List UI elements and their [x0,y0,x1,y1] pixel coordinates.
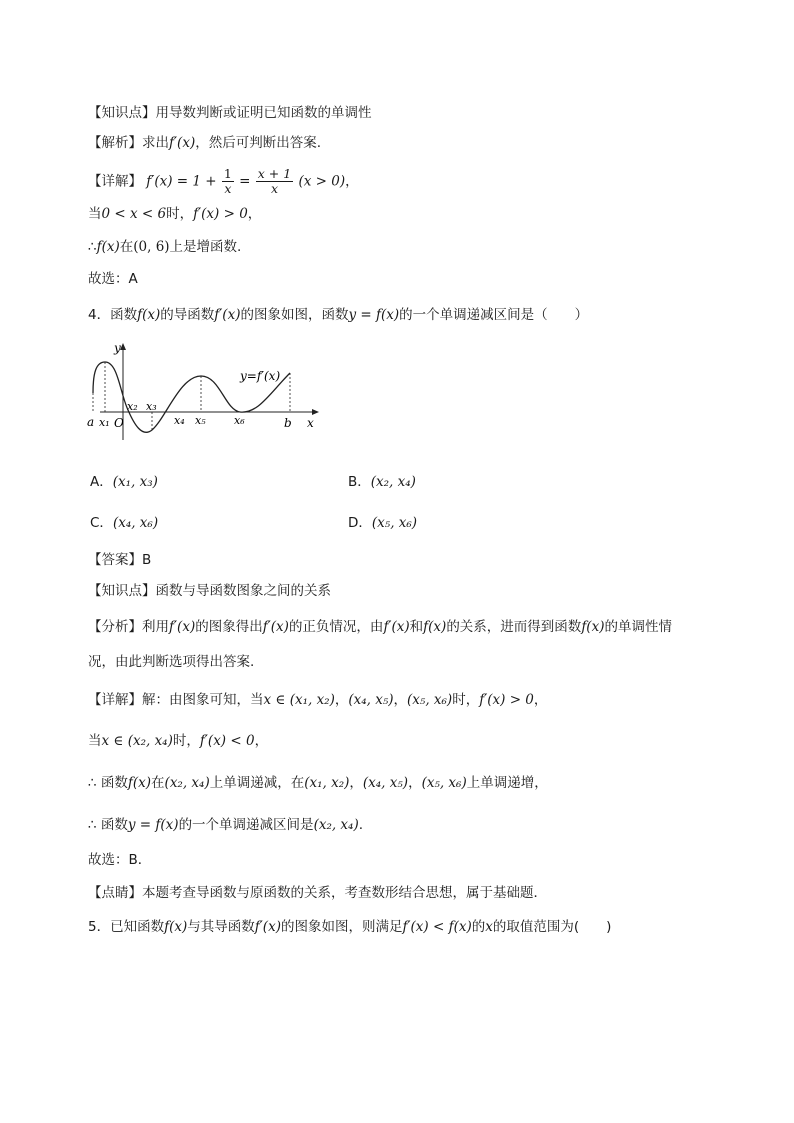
detail-tag: 【详解】 [88,173,142,190]
option-label: D． [348,515,372,531]
text: ，然后可判断出答案. [195,135,322,151]
label-x4: x₄ [174,414,185,427]
comment-tag: 【点睛】 [88,885,142,901]
knowledge-text: 用导数判断或证明已知函数的单调性 [155,105,372,121]
q4-detail-line [88,690,547,710]
math: f(x) [127,775,152,791]
text: ， [393,692,408,708]
math: f′(x) < f(x) [402,919,472,935]
text: 的一个单调递减区间是 [178,817,314,833]
text: 时， [452,692,480,708]
math: (x₁, x₂) [304,775,350,791]
q5-question [88,917,611,937]
text: 函数与导函数图象之间的关系 [155,583,331,599]
text: 的正负情况，由 [288,619,384,635]
q4-therefore-line-2 [88,815,363,835]
math: 0 < x < 6 [101,206,167,222]
text: 在 [151,775,165,791]
fraction-2 [256,167,293,196]
text: ∴ 函数 [88,775,128,791]
text: ， [334,692,349,708]
text: 的一个单调递减区间是（ ） [399,307,589,323]
math: x [485,919,493,935]
knowledge-tag: 【知识点】 [88,583,156,599]
text: 已知函数 [110,919,165,935]
fraction-1 [222,167,234,196]
math: (x₅, x₆) [407,692,453,708]
text: ∴ 函数 [88,817,128,833]
text: 函数 [110,307,138,323]
q4-answer-line [88,550,151,570]
label-x6: x₆ [234,414,245,427]
text: 解：由图象可知，当 [142,692,264,708]
math: f′(x) < 0 [199,733,255,749]
text: 当 [88,206,102,222]
therefore-symbol: ∴ [88,239,97,255]
q4-when-line [88,731,268,751]
q4-analysis-line-2: 况，由此判断选项得出答案. [88,654,255,670]
text: 本题考查导函数与原函数的关系，考查数形结合思想，属于基础题． [142,885,547,901]
math: y = f(x) [348,307,400,323]
math: x ∈ (x₂, x₄) [101,733,173,749]
text: ， [254,733,269,749]
analysis-tag: 【解析】 [88,135,142,151]
text: 的 [471,919,486,935]
option-b[interactable] [348,472,416,492]
q4-question [88,305,588,325]
text: ， [345,173,359,190]
text: 上单调递减，在 [209,775,305,791]
math: f′(x) [254,919,281,935]
label-x1: x₁ [99,416,110,429]
text: 的关系，进而得到函数 [446,619,582,635]
text: ， [533,692,548,708]
math: f′(x) = 1 + [146,173,217,190]
math: f(x) [423,619,447,635]
math: f(x) [96,239,120,255]
q3-detail-line [88,167,359,196]
label-x3: x₃ [146,400,157,413]
label-a: a [87,415,95,429]
q3-therefore-line [88,237,241,257]
math: (x₅, x₆) [421,775,467,791]
math: f′(x) [169,619,196,635]
math: f′(x) [262,619,289,635]
option-label: B． [348,474,371,490]
text: 求出 [142,135,169,151]
text: 时， [172,733,200,749]
option-a[interactable] [90,472,158,492]
math: (x₄, x₅) [348,692,394,708]
math: f′(x) > 0 [193,206,248,222]
text: 的图象得出 [195,619,263,635]
equals-sign: = [239,173,251,190]
label-b: b [284,416,292,430]
option-d[interactable] [348,513,417,533]
text: . [358,817,364,833]
option-value: (x₁, x₃) [112,474,158,490]
label-x2: x₂ [127,400,138,413]
q3-choice-line: 故选：A [88,271,138,287]
option-c[interactable] [90,513,158,533]
question-number: 4． [88,307,111,323]
math: (0, 6) [133,239,170,255]
math: (x₂, x₄) [164,775,210,791]
text: 的单调性情 [604,619,672,635]
math: f(x) [137,307,161,323]
q4-analysis-line-1 [88,617,672,637]
label-x: x [307,416,314,430]
fraction-numerator: 1 [223,166,232,181]
math: f′(x) [214,307,241,323]
text: 上单调递增， [466,775,548,791]
math: f(x) [164,919,188,935]
q3-analysis-line [88,133,321,153]
answer-tag: 【答案】 [88,552,142,568]
math: f′(x) [169,135,196,151]
q3-knowledge-line [88,103,372,123]
label-x5: x₅ [195,414,206,427]
text: ， [349,775,363,791]
analysis-tag: 【分析】 [88,619,142,635]
q4-knowledge-line [88,581,331,601]
option-label: C． [90,515,113,531]
option-value: (x₂, x₄) [370,474,416,490]
q4-therefore-line-1 [88,773,548,793]
text: 利用 [142,619,169,635]
text: 的取值范围为( ) [492,919,612,935]
fraction-numerator: x + 1 [257,166,292,181]
q4-comment-line [88,883,547,903]
fraction-denominator: x [270,181,278,196]
text: 的图象如图，则满足 [280,919,403,935]
text: 和 [409,619,424,635]
option-value: (x₄, x₆) [112,515,159,531]
label-curve: y=f′(x) [240,369,281,383]
text: 上是增函数. [169,239,242,255]
question-number: 5． [88,919,111,935]
text: ， [247,206,262,222]
text: 时， [166,206,194,222]
text: ， [408,775,422,791]
q3-when-line [88,204,261,224]
option-label: A． [90,474,113,490]
math: f′(x) > 0 [479,692,534,708]
label-O: O [114,416,124,430]
q4-choice-line: 故选：B． [88,852,152,868]
text: 的导函数 [160,307,215,323]
math: f′(x) [383,619,410,635]
label-y: y [114,341,121,355]
detail-tag: 【详解】 [88,692,142,708]
derivative-graph-figure [87,338,330,446]
math: x ∈ (x₁, x₂) [263,692,335,708]
option-value: (x₅, x₆) [371,515,418,531]
math: (x₄, x₅) [362,775,409,791]
text: 与其导函数 [187,919,255,935]
math: y = f(x) [127,817,179,833]
fraction-denominator: x [224,181,232,196]
text: 在 [119,239,134,255]
text: 当 [88,733,102,749]
math: f(x) [581,619,605,635]
knowledge-tag: 【知识点】 [88,105,156,121]
math: (x₂, x₄) [313,817,359,833]
text: 的图象如图，函数 [240,307,349,323]
answer-value: B [142,552,152,568]
math: (x > 0) [298,173,346,190]
